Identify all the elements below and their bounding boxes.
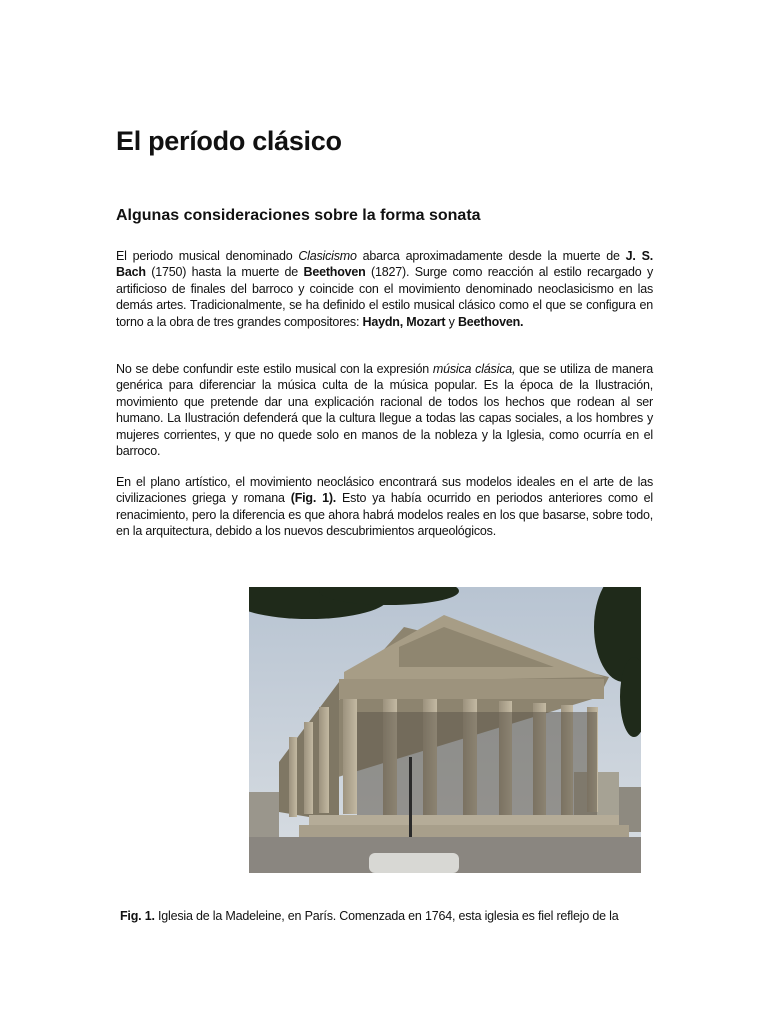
car (369, 853, 459, 873)
lamp-post (409, 757, 412, 837)
text-run: (1827). Surge como reacción al estilo recargado y artificioso de finales del barroco y coincide con el movimiento denominado neoclasicismo en las demás artes. Tradicionalmente, se ha definido el estilo musical clásico como el que se configura en torno a la obra de tres grandes compositores: (116, 265, 653, 329)
paragraph-musica-clasica (116, 361, 653, 459)
bold-beethoven-2: Beethoven. (457, 314, 524, 329)
text-run: abarca aproximadamente desde la muerte de (356, 249, 626, 263)
page-title: El período clásico (116, 126, 342, 156)
caption-text: Iglesia de la Madeleine, en París. Comenzada en 1764, esta iglesia es fiel reflejo de la (154, 909, 619, 923)
text-run: No se debe confundir este estilo musical con la expresión (116, 362, 433, 376)
bold-haydn-mozart: Haydn, Mozart (362, 314, 446, 329)
emphasis-musica-clasica: música clásica, (432, 362, 516, 376)
emphasis-clasicismo: Clasicismo (298, 249, 357, 263)
bold-fig-ref: (Fig. 1). (290, 491, 337, 506)
text-run: El periodo musical denominado (116, 249, 299, 263)
bold-bach: J. S. Bach (116, 249, 653, 280)
text-run: (1750) hasta la muerte de (145, 265, 304, 280)
entablature (339, 679, 604, 699)
building-left (249, 792, 279, 837)
paragraph-plano-artistico (116, 474, 653, 540)
figure-madeleine-photo (249, 587, 641, 873)
text-run: Esto ya había ocurrido en periodos anteriores como el renacimiento, pero la diferencia es que ahora habrá modelos reales en los que basarse, sobre todo, en la arquitectura, debido a los nuevos descubrimientos arqueológicos. (116, 491, 654, 539)
madeleine-illustration (249, 587, 641, 873)
bold-beethoven: Beethoven (303, 265, 366, 280)
section-heading: Algunas consideraciones sobre la forma sonata (116, 207, 481, 224)
figure-caption (120, 909, 660, 923)
text-run: En el plano artístico, el movimiento neoclásico encontrará sus modelos ideales en el arte de las civilizaciones griega y romana (116, 475, 653, 506)
steps-bottom (299, 825, 629, 837)
steps-top (309, 815, 619, 825)
text-run: que se utiliza de manera genérica para diferenciar la música culta de la música popular. Es la época de la Ilustración, movimiento que pretende dar una explicación racional de todos los hechos que rodean al ser humano. La Ilustración defenderá que la cultura llegue a todas las capas sociales, a los hombres y mujeres corrientes, y que no quede solo en manos de la nobleza y la Iglesia, como ocurría en el barroco. (116, 362, 653, 459)
cella-wall (357, 712, 597, 817)
paragraph-intro (116, 248, 653, 330)
text-run: y (445, 314, 458, 329)
caption-label: Fig. 1. (120, 909, 155, 923)
